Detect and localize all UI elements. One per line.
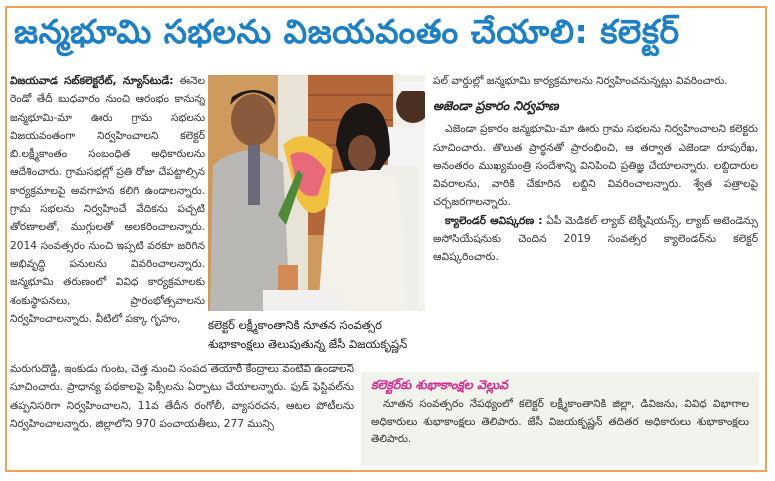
lower-left-text xyxy=(10,360,354,465)
column-1 xyxy=(10,72,205,362)
photo-caption: కలెక్టర్ లక్ష్మీకాంతానికి నూతన సంవత్సర శుభాకాంక్షలు తెలుపుతున్న జేసీ విజయకృష్ణన్ xyxy=(208,318,408,351)
agenda-paragraph: ఎజెండా ప్రకారం జన్మభూమి-మా ఊరు గ్రామ సభలను నిర్వహించాలని కలెక్టరు సూచించారు. తొలుత ప్రార్థనతో ప్రారంభించి, ఆ తర్వాత ఎజెండా రూపురేఖ, అనంతరం ముఖ్యమంత్రి సందేశాన్ని వినిపించి ప్రతిజ్ఞ చేయాలన్నారు. లబ్దిదారుల వివరాలను, వారికి చేకూరిన లబ్దిని వివరించాలన్నారు. శ్వేత పత్రాలపై చర్చజరగాలన్నారు. xyxy=(433,123,758,209)
photo-illustration xyxy=(208,75,425,311)
dateline: విజయవాడ సబ్‌కలెక్టరేట్, న్యూస్‌టుడే: xyxy=(10,75,174,87)
greetings-box-title: కలెక్టర్‌కు శుభాకాంక్షల వెల్లువ xyxy=(371,377,508,392)
column-3 xyxy=(433,72,758,372)
agenda-subheading: అజెండా ప్రకారం నిర్వహణ xyxy=(433,98,559,114)
headline: జన్మభూమి సభలను విజయవంతం చేయాలి: కలెక్టర్ xyxy=(14,12,680,51)
news-photo xyxy=(208,75,425,311)
column-1-text: ఈనెల రెండో తేదీ బుధవారం నుంచి ఆరంభం కానున్న జన్మభూమి-మా ఊరు గ్రామ సభలను విజయవంతంగా నిర్వహించాలని కలెక్టర్ బి.లక్ష్మీకాంతం సంబంధిత అధికారులను ఆదేశించారు. గ్రామసభల్లో ప్రతి రోజు చేపట్టాల్సిన కార్యక్రమాలపై అవగాహన కలిగి ఉండాలన్నారు. గ్రామ సభలను నిర్వహించే వేదికను పచ్చటి తోరణాలతో, ముగ్గులతో అలకరించాలన్నారు. 2014 సంవత్సరం నుంచి ఇప్పటి వరకూ జరిగిన అభివృద్ధి పనులను వివరించాలన్నారు. జన్మభూమి తరుణంలో వివిధ కార్యక్రమాలకు శంకుస్థాపనలు, ప్రారంభోత్సవాలను నిర్వహించాలన్నారు. వీటిలో పక్కా గృహం, xyxy=(10,75,205,325)
column-3-intro: పల్ వార్డుల్లో జన్మభూమి కార్యక్రమాలను నిర్వహించనున్నట్లు వివరించారు. xyxy=(433,75,728,87)
greetings-box-body: నూతన సంవత్సరం నేపథ్యంలో కలెక్టర్ లక్ష్మీకాంతానికి జిల్లా, డివిజను, వివిధ విభాగాల అధికారులు శుభాకాంక్షలు తెలిపారు. జేసీ విజయకృష్ణన్ తదితర అధికారులు శుభాకాంక్షలు తెలిపారు. xyxy=(371,398,749,445)
lower-left-paragraph: మరుగుదొడ్డి, ఇంకుడు గుంట, చెత్త నుంచి సంపద తయారీ కేంద్రాలు వంటివి ఉండాలని సూచించారు. ప్రాధాన్య పథకాలపై ఫెక్సీలను ఏర్పాటు చేయాలన్నారు. ఫుడ్ ఫెస్టివల్‌ను తప్పనిసరిగా నిర్వహించాలని, 11వ తేదీన రంగోలీ, వ్యాసరచన, ఆటల పోటీలను నిర్వహించాలన్నారు. జిల్లాలోని 970 పంచాయతీలు, 277 మున్సి xyxy=(10,363,354,430)
column-1-paragraph xyxy=(10,72,205,328)
calendar-text: ఏపీ మెడికల్ ల్యాబ్ టెక్నీషియన్స్, ల్యాబ్ అటెండెన్సు అసోసియేషనుకు చెందిన 2019 సంవత్సర క్యాలెండర్‌ను కలెక్టర్ ఆవిష్కరించారు. xyxy=(433,214,758,264)
greetings-box xyxy=(361,372,759,466)
calendar-lead: క్యాలెండర్ ఆవిష్కరణ : xyxy=(445,214,543,227)
calendar-paragraph xyxy=(433,212,758,267)
